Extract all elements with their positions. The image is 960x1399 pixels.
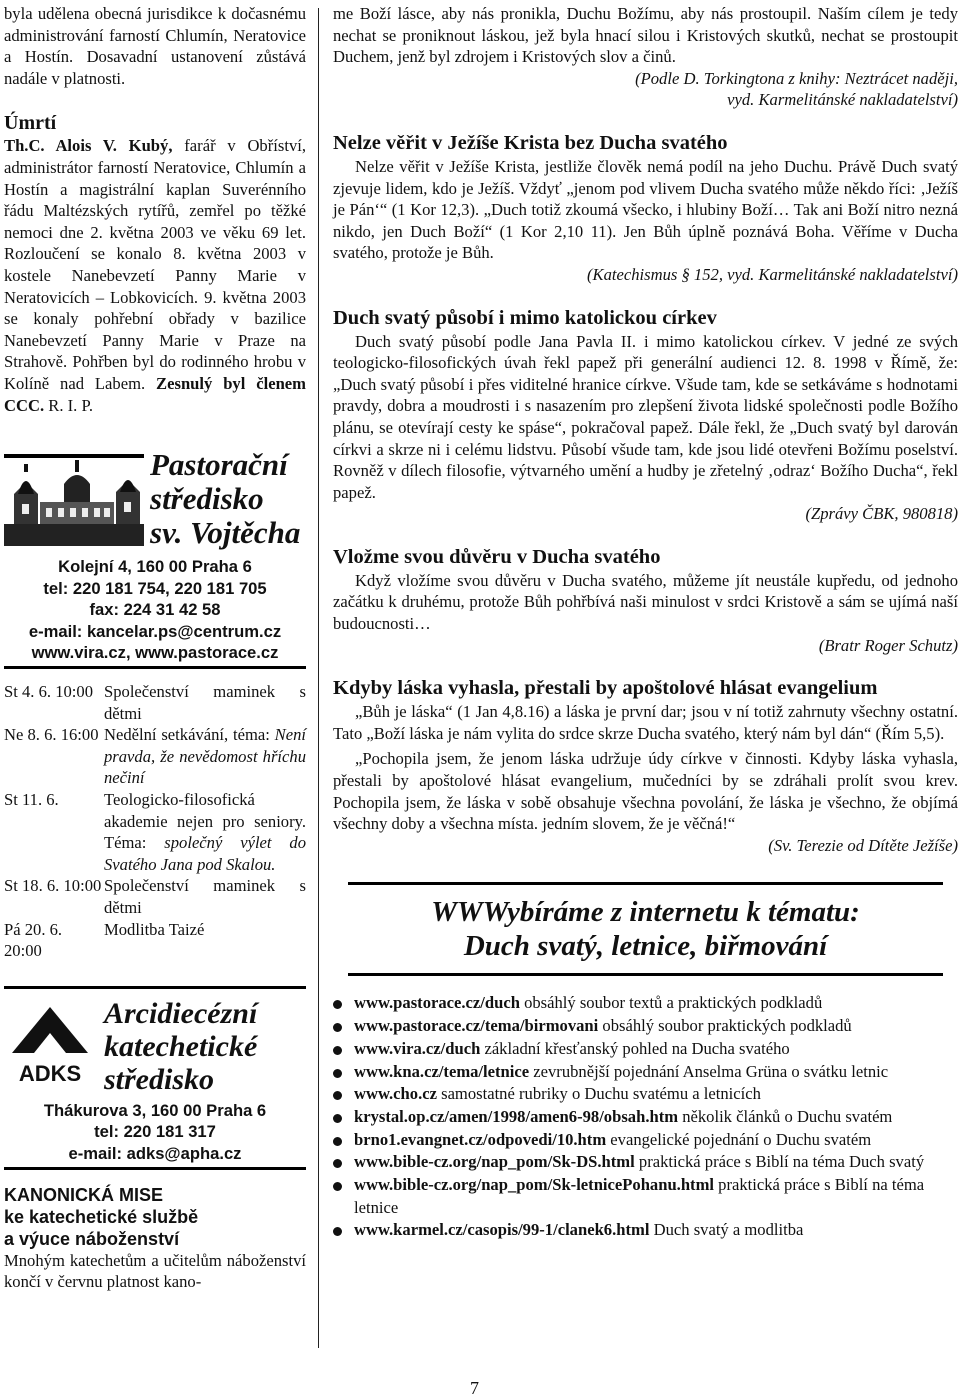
schedule-item: St 11. 6. Teologicko-filosofická akademie nejen pro seniory. Téma: společný výlet do Svatého Jana pod Skalou.: [4, 790, 306, 874]
link-item[interactable]: www.bible-cz.org/nap_pom/Sk-letnicePohanu.html praktická práce s Biblí na téma letnice: [333, 1174, 958, 1219]
column-divider: [318, 8, 319, 1348]
right-intro-source-1: (Podle D. Torkingtona z knihy: Neztrácet naději,: [635, 68, 958, 88]
schedule-item: St 18. 6. 10:00 Společenství maminek s dětmi: [4, 876, 306, 917]
page-number: 7: [470, 1378, 479, 1398]
bullet-icon: [333, 1227, 342, 1236]
link-url[interactable]: www.bible-cz.org/nap_pom/Sk-DS.html: [354, 1152, 635, 1172]
bullet-icon: [333, 1182, 342, 1191]
adks-email[interactable]: e-mail: adks@apha.cz: [68, 1143, 242, 1163]
section-3-source: (Bratr Roger Schutz): [818, 635, 958, 655]
section-1-title: Nelze věřit v Ježíše Krista bez Ducha svatého: [333, 131, 728, 154]
adks-box: [4, 986, 306, 1170]
section-4-title: Kdyby láska vyhasla, přestali by apoštolové hlásat evangelium: [333, 677, 878, 700]
schedule-item: Ne 8. 6. 16:00 Nedělní setkávání, téma: Není pravda, že nevědomost hříchu nečiní: [4, 725, 307, 788]
link-url[interactable]: www.karmel.cz/casopis/99-1/clanek6.html: [354, 1220, 650, 1240]
obituary-paragraph: [4, 135, 306, 416]
link-list: [333, 992, 958, 1242]
section-1-source: (Katechismus § 152, vyd. Karmelitánské nakladatelství): [587, 264, 958, 284]
pastoral-tel: tel: 220 181 754, 220 181 705: [43, 578, 267, 598]
bullet-icon: [333, 1023, 342, 1032]
link-url[interactable]: krystal.op.cz/amen/1998/amen6-98/obsah.htm: [354, 1106, 679, 1126]
bullet-icon: [333, 1000, 342, 1009]
pastoral-logo-area: [4, 446, 306, 556]
link-item[interactable]: www.pastorace.cz/duch obsáhlý soubor textů a praktických podkladů: [333, 992, 958, 1015]
svg-text:ADKS: ADKS: [18, 1060, 82, 1086]
obituary-text: farář v Obříství, administrátor farností Neratovice, Chlumín a Hostín a magistrální kaplan Suverénního řádu Maltézských rytířů, zemřel po těžké nemoci dne 2. května 2003 ve věku 69 let. Rozloučení se konalo 8. května 2003 v kostele Nanebevzetí Panny Marie v Neratovicích – Lobkovicích. 9. května 2003 se konaly pohřební obřady v bazilice Nanebevzetí Panny Marie v Praze na Strahově. Pohřben byl do rodinného hrobu v Kolíně nad Labem.: [4, 136, 306, 393]
adks-contact: [4, 1100, 306, 1165]
pastoral-fax: fax: 224 31 42 58: [89, 600, 221, 620]
link-url[interactable]: www.pastorace.cz/tema/birmovani: [354, 1016, 599, 1036]
link-url[interactable]: www.kna.cz/tema/letnice: [354, 1061, 530, 1081]
pastoral-email[interactable]: e-mail: kancelar.ps@centrum.cz: [28, 621, 282, 641]
bullet-icon: [333, 1159, 342, 1168]
pastoral-center-title: Pastorační středisko sv. Vojtěcha: [150, 447, 301, 551]
link-item[interactable]: www.kna.cz/tema/letnice zevrubnější pojednání Anselma Grüna o svátku letnic: [333, 1061, 958, 1084]
right-column: [333, 0, 958, 1242]
adks-address: Thákurova 3, 160 00 Praha 6: [43, 1100, 267, 1120]
section-2-text: Duch svatý působí podle Jana Pavla II. i mimo katolickou církev. V jedné ze svých teologicko-filosofických úvah řekl papež při generální audienci 12. 8. 1998 v Římě, že: „Duch svatý působí i přes viditelné hranice církve. Všude tam, kde se setkáváme s hodnotami pravdy, dobra a moudrosti i s nasazením pro zlepšení života lidské společnosti podle Božího plánu, se otevírají cesty ke spáse“, pokračoval papež. Dále řekl, že „Duch svatý byl darován církvi a skrze ni i celému lidstvu. Působí všude tam, kde jsou lidé otevřeni Božímu poselství. Rovněž v dílech filosofie, výtvarného umění a hudby je zřetelný ‚odraz‘ Božího Ducha“, řekl papež.: [333, 331, 958, 502]
pastoral-address: Kolejní 4, 160 00 Praha 6: [58, 557, 252, 577]
section-3-text: Když vložíme svou důvěru v Ducha svatého, můžeme jít neustále kupředu, od jednoho začátku k druhému, protože Bůh pohřbívá naši minulost v srdci Kristově a sám se ujímá naší budoucnosti…: [333, 570, 958, 634]
link-url[interactable]: www.cho.cz: [354, 1084, 437, 1104]
section-3-title: Vložme svou důvěru v Ducha svatého: [333, 545, 661, 568]
church-illustration-icon: [4, 454, 144, 546]
www-box-title: WWWybíráme z internetu k tématu: Duch svatý, letnice, biřmování: [348, 882, 943, 976]
link-url[interactable]: www.bible-cz.org/nap_pom/Sk-letnicePohanu.html: [354, 1175, 715, 1195]
link-item[interactable]: www.bible-cz.org/nap_pom/Sk-DS.html praktická práce s Biblí na téma Duch svatý: [333, 1151, 958, 1174]
obituary-name: Th.C. Alois V. Kubý,: [4, 136, 173, 156]
obituary-rip: R. I. P.: [48, 395, 93, 415]
intro-paragraph: byla udělena obecná jurisdikce k dočasnému administrování farností Chlumín, Neratovice a Hostín. Dosavadní ustanovení zůstává nadále v platnosti.: [4, 4, 306, 88]
right-intro: me Boží lásce, aby nás pronikla, Duchu Božímu, aby nás prostoupil. Naším cílem je tedy nechat se proniknout láskou, jež byla hnací silou i Kristových skutků, nechat se prostoupit Duchem, jenž byl zdrojem i Kristových slov a činů.: [333, 4, 958, 67]
pastoral-center-box: [4, 446, 306, 669]
left-column: [4, 0, 306, 1293]
section-2-title: Duch svatý působí i mimo katolickou církev: [333, 306, 717, 329]
section-1-text: Nelze věřit v Ježíše Krista, jestliže člověk nemá podíl na jeho Duchu. Právě Duch svatý zjevuje lidem, kdo je Ježíš. Vždyť „jenom pod vlivem Ducha svatého může někdo říci: ‚Ježíš je Pán‘“ (1 Kor 12,3). „Duch totiž zkoumá všecko, i hlubiny Boží… Tak ani Boží nitro nezná nikdo, jen Duch Boží“ (1 Kor 2,10 11). Jen Bůh úplně poznává Boha. Věříme v Ducha svatého, protože je Bůh.: [333, 156, 958, 263]
obituary-ccc: Zesnulý byl členem CCC.: [4, 373, 306, 415]
adks-tel: tel: 220 181 317: [94, 1122, 216, 1142]
schedule-item: St 4. 6. 10:00 Společenství maminek s dětmi: [4, 682, 306, 723]
section-4-paragraph-2: „Pochopila jsem, že jenom láska udržuje údy církve v činnosti. Kdyby láska vyhasla, přestali by apoštolové hlásat evangelium, mučedníci by se zdráhali prolít svou krev. Pochopila jsem, že láska v sobě obsahuje všechna povolání, že láska je všechno, že objímá všechny doby a všechna místa. jedním slovem, že je věčná!“: [333, 749, 958, 834]
adks-title: Arcidiecézní katechetické středisko: [104, 996, 258, 1096]
schedule-list: [4, 681, 306, 962]
section-2-source: (Zprávy ČBK, 980818): [805, 504, 958, 524]
pastoral-contact: [4, 556, 306, 664]
adks-logo-icon: [4, 995, 96, 1095]
right-intro-source-2: vyd. Karmelitánské nakladatelství): [727, 90, 958, 110]
pastoral-web[interactable]: www.vira.cz, www.pastorace.cz: [31, 643, 279, 663]
link-url[interactable]: brno1.evangnet.cz/odpovedi/10.htm: [354, 1129, 607, 1149]
section-4-paragraph-1: „Bůh je láska“ (1 Jan 4,8.16) a láska je první dar; jsou v ní totiž zahrnuty všechny ostatní. Tato „Boží láska je nám vylita do srdce skrze Ducha svatého, který nám byl dán“ (Řím 5,5).: [333, 702, 958, 743]
bullet-icon: [333, 1069, 342, 1078]
link-url[interactable]: www.pastorace.cz/duch: [354, 993, 520, 1013]
link-url[interactable]: www.vira.cz/duch: [354, 1038, 481, 1058]
kanonicka-title: KANONICKÁ MISE ke katechetické službě a výuce náboženství: [4, 1184, 199, 1249]
link-item[interactable]: www.pastorace.cz/tema/birmovani obsáhlý soubor praktických podkladů: [333, 1015, 958, 1038]
link-item[interactable]: www.karmel.cz/casopis/99-1/clanek6.html Duch svatý a modlitba: [333, 1219, 958, 1242]
bullet-icon: [333, 1114, 342, 1123]
link-item[interactable]: krystal.op.cz/amen/1998/amen6-98/obsah.htm několik článků o Duchu svatém: [333, 1106, 958, 1129]
kanonicka-text: Mnohým katechetům a učitelům náboženství končí v červnu platnost kano-: [4, 1250, 306, 1292]
link-item[interactable]: www.cho.cz samostatné rubriky o Duchu svatému a letnicích: [333, 1083, 958, 1106]
section-4-source: (Sv. Terezie od Dítěte Ježíše): [768, 835, 958, 855]
link-item[interactable]: brno1.evangnet.cz/odpovedi/10.htm evangelické pojednání o Duchu svatém: [333, 1129, 958, 1152]
adks-logo-area: [4, 995, 306, 1100]
umrti-heading: Úmrtí: [4, 112, 57, 135]
bullet-icon: [333, 1091, 342, 1100]
schedule-item: Pá 20. 6. 20:00 Modlitba Taizé: [4, 919, 205, 961]
link-item[interactable]: www.vira.cz/duch základní křesťanský pohled na Ducha svatého: [333, 1038, 958, 1061]
bullet-icon: [333, 1046, 342, 1055]
bullet-icon: [333, 1137, 342, 1146]
